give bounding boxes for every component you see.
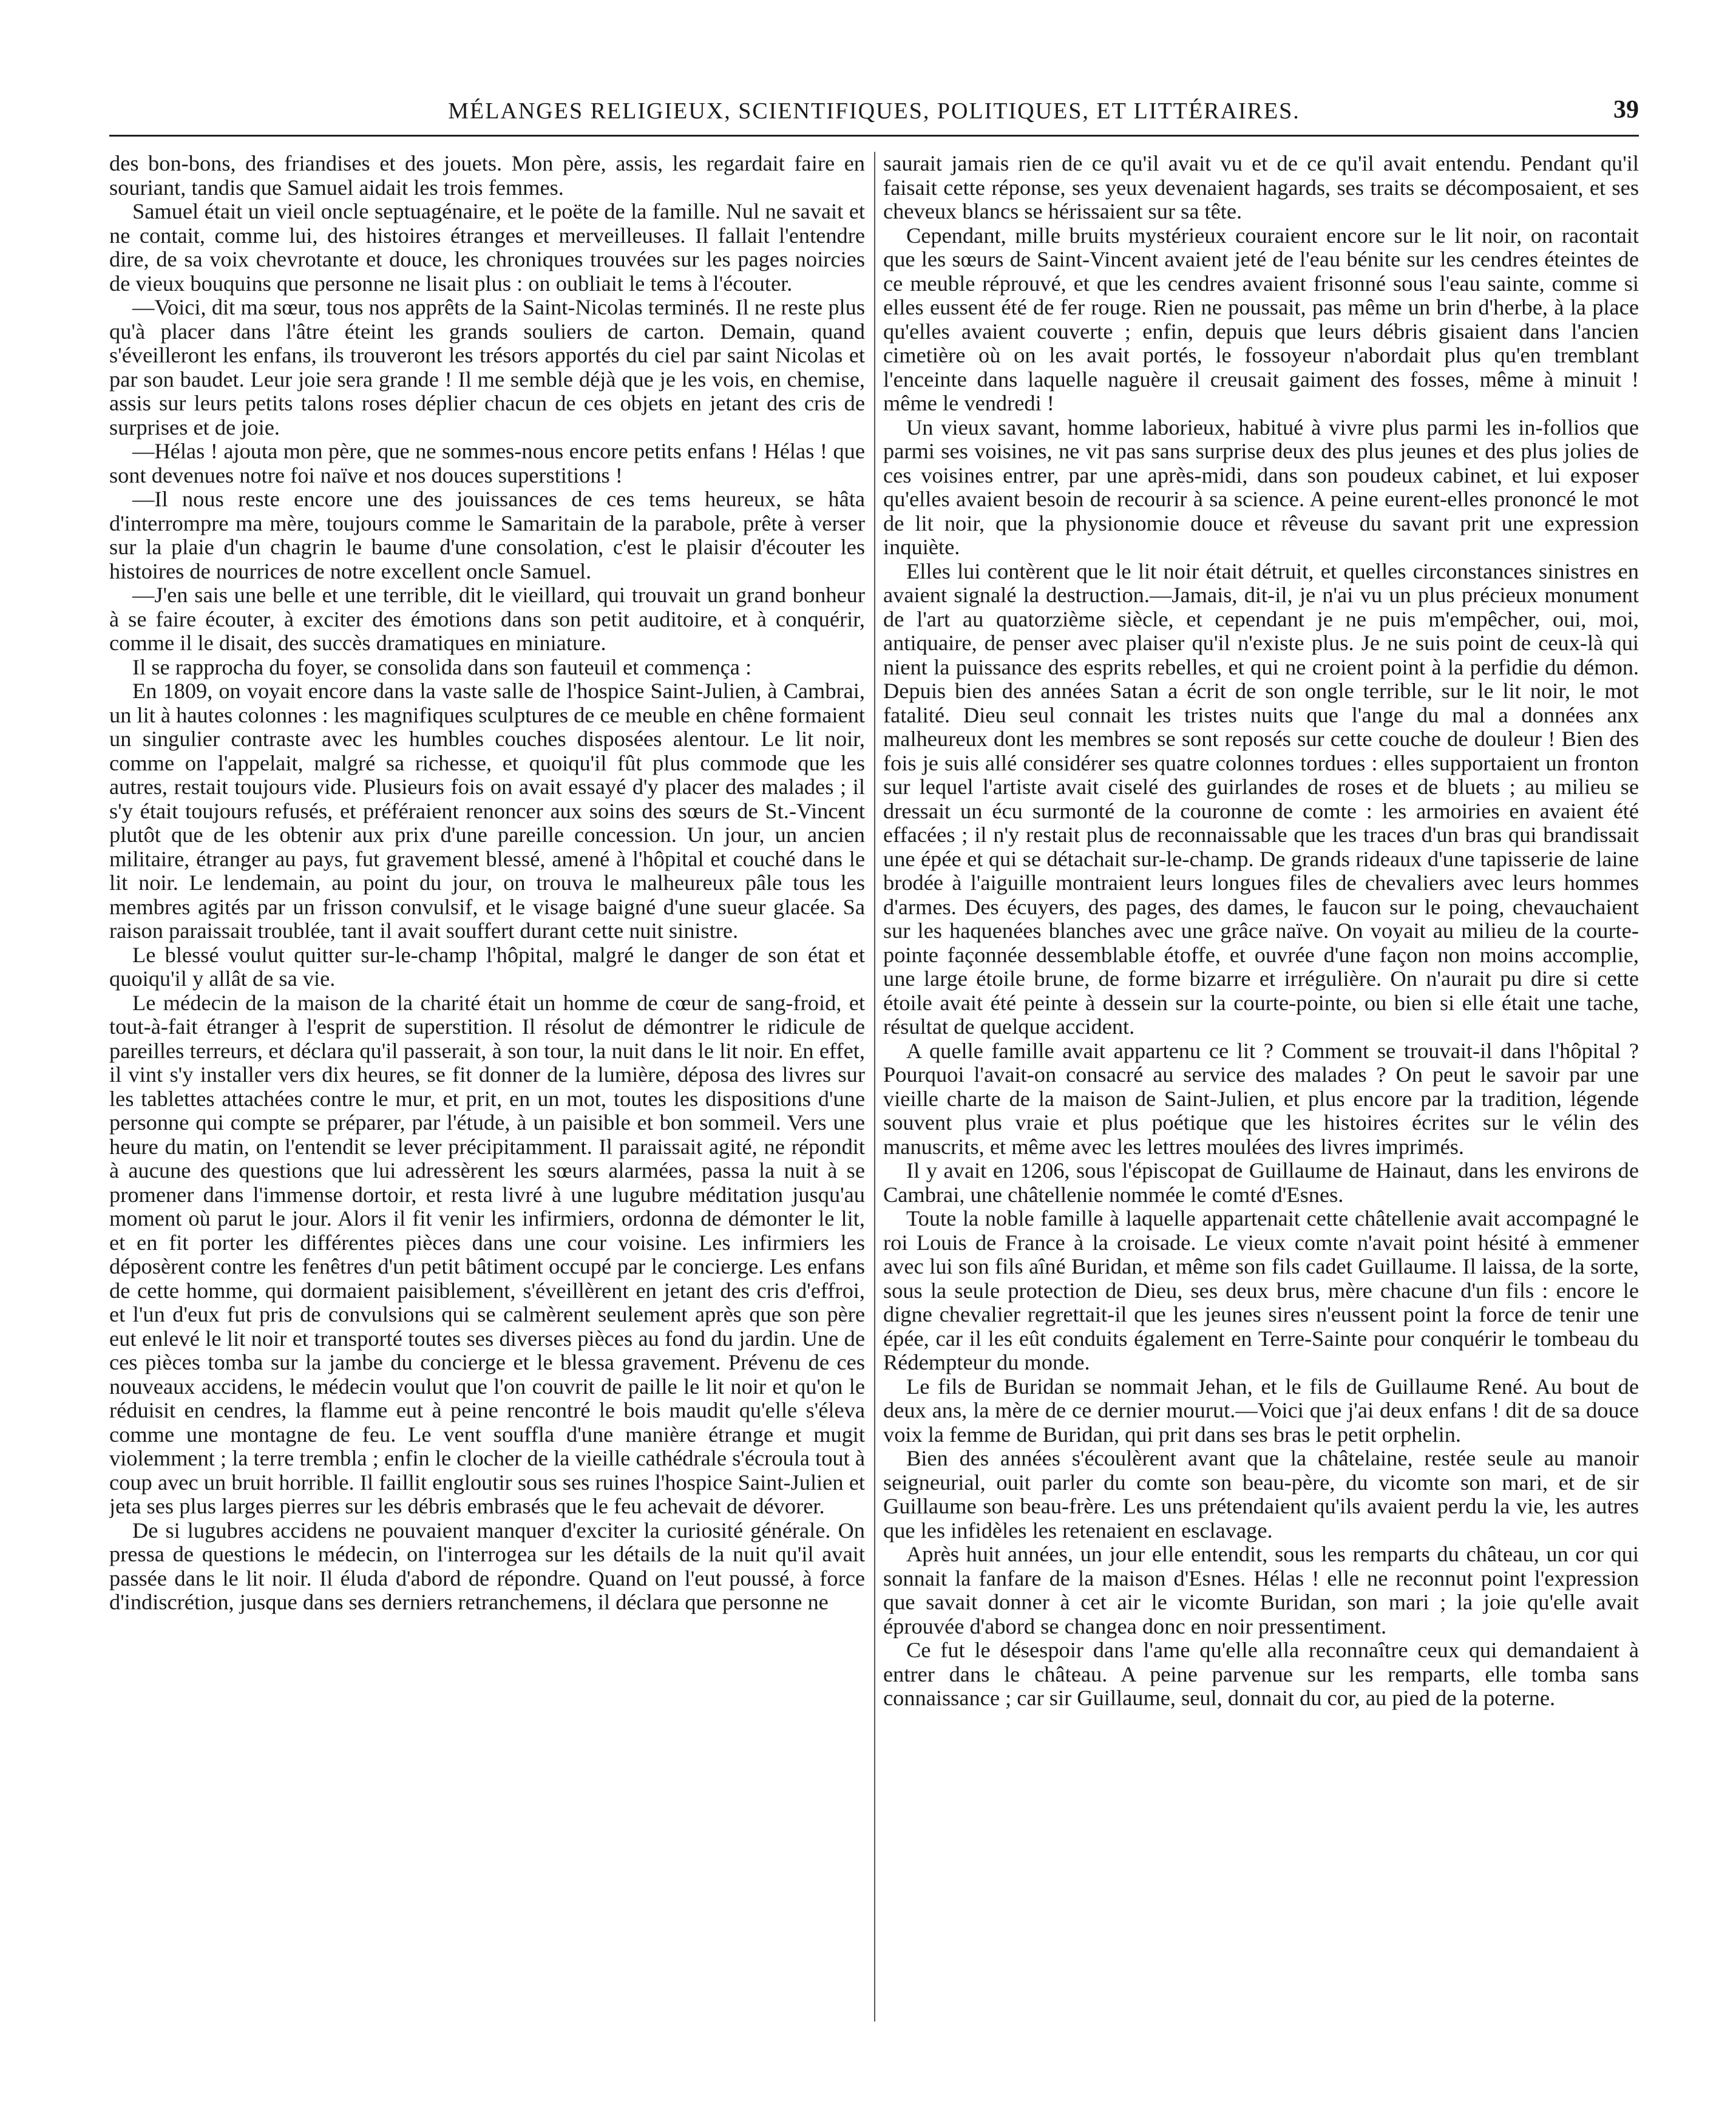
- paragraph: Le médecin de la maison de la charité était un homme de cœur de sang-froid, et tout-à-fait étranger à l'esprit de superstition. Il résolut de démontrer le ridicule de pareilles terreurs, et déclara qu'il passerait, à son tour, la nuit dans le lit noir. En effet, il vint s'y installer vers dix heures, se fit donner de la lumière, déposa des livres sur les tablettes attachées contre le mur, et prit, en un mot, toutes les dispositions d'une personne qui compte se préparer, par l'étude, à un paisible et bon sommeil. Vers une heure du matin, on l'entendit se lever précipitamment. Il paraissait agité, ne répondit à aucune des questions que lui adressèrent les sœurs alarmées, passa la nuit à se promener dans l'immense dortoir, et resta livré à une lugubre méditation jusqu'au moment où parut le jour. Alors il fit venir les infirmiers, ordonna de démonter le lit, et en fit porter les différentes pièces dans une cour voisine. Les infirmiers les déposèrent contre les fenêtres d'un petit bâtiment occupé par le concierge. Les enfans de cette homme, qui dormaient paisiblement, s'éveillèrent en jetant des cris d'effroi, et l'un d'eux fut pris de convulsions qui se calmèrent seulement après que son père eut enlevé le lit noir et transporté toutes ses diverses pièces au fond du jardin. Une de ces pièces tomba sur la jambe du concierge et le blessa gravement. Prévenu de ces nouveaux accidens, le médecin voulut que l'on couvrit de paille le lit noir et qu'on le réduisit en cendres, la flamme eut à peine rencontré le bois maudit qu'elle s'éleva comme une montagne de feu. Le vent souffla d'une manière étrange et mugit violemment ; la terre trembla ; enfin le clocher de la vieille cathédrale s'écroula tout à coup avec un bruit horrible. Il faillit engloutir sous ses ruines l'hospice Saint-Julien et jeta ses plus larges pierres sur les débris embrasés que le feu achevait de dévorer.: [109, 990, 865, 1518]
- page-number: 39: [1613, 96, 1639, 124]
- left-column: [109, 152, 865, 2088]
- paragraph: saurait jamais rien de ce qu'il avait vu et de ce qu'il avait entendu. Pendant qu'il faisait cette réponse, ses yeux devenaient hagards, ses traits se décomposaient, et ses cheveux blancs se hérissaient sur sa tête.: [883, 152, 1639, 223]
- paragraph: A quelle famille avait appartenu ce lit ? Comment se trouvait-il dans l'hôpital ? Pourquoi l'avait-on consacré au service des malades ? On peut le savoir par une vieille charte de la maison de Saint-Julien, et plus encore par la tradition, légende souvent plus vraie et plus poétique que les histoires écrites sur le vélin des manuscrits, et même avec les lettres moulées des livres imprimés.: [883, 1038, 1639, 1159]
- paragraph: Après huit années, un jour elle entendit, sous les remparts du château, un cor qui sonnait la fanfare de la maison d'Esnes. Hélas ! elle ne reconnut point l'expression que savait donner à cet air le vicomte Buridan, son mari ; la joie qu'elle avait éprouvée d'abord se changea donc en noir pressentiment.: [883, 1542, 1639, 1638]
- paragraph: Cependant, mille bruits mystérieux couraient encore sur le lit noir, on racontait que les sœurs de Saint-Vincent avaient jeté de l'eau bénite sur les cendres éteintes de ce meuble réprouvé, et que les cendres avaient frisonné sous l'eau sainte, comme si elles eussent été de fer rouge. Rien ne poussait, pas même un brin d'herbe, à la place qu'elles avaient couverte ; enfin, depuis que leurs débris gisaient dans l'ancien cimetière où on les avait portés, le fossoyeur n'abordait plus qu'en tremblant l'enceinte dans laquelle naguère il creusait gaiment des fosses, même à minuit ! même le vendredi !: [883, 223, 1639, 415]
- paragraph: De si lugubres accidens ne pouvaient manquer d'exciter la curiosité générale. On pressa de questions le médecin, on l'interrogea sur les détails de la nuit qu'il avait passée dans le lit noir. Il éluda d'abord de répondre. Quand on l'eut poussé, à force d'indiscrétion, jusque dans ses derniers retranchemens, il déclara que personne ne: [109, 1518, 865, 1614]
- paragraph: Bien des années s'écoulèrent avant que la châtelaine, restée seule au manoir seigneurial, ouit parler du comte son beau-père, du vicomte son mari, et de sir Guillaume son beau-frère. Les uns prétendaient qu'ils avaient perdu la vie, les autres que les infidèles les retenaient en esclavage.: [883, 1446, 1639, 1543]
- paragraph: Le fils de Buridan se nommait Jehan, et le fils de Guillaume René. Au bout de deux ans, la mère de ce dernier mourut.—Voici que j'ai deux enfans ! dit de sa douce voix la femme de Buridan, qui prit dans ses bras le petit orphelin.: [883, 1374, 1639, 1447]
- paragraph: —J'en sais une belle et une terrible, dit le vieillard, qui trouvait un grand bonheur à se faire écouter, à exciter des émotions dans son petit auditoire, et à conquérir, comme il le disait, des succès dramatiques en miniature.: [109, 583, 865, 655]
- paragraph: Il se rapprocha du foyer, se consolida dans son fauteuil et commença :: [132, 654, 752, 679]
- paragraph: Un vieux savant, homme laborieux, habitué à vivre plus parmi les in-follios que parmi ses voisines, ne vit pas sans surprise deux des plus jeunes et des plus jolies de ces voisines entrer, par une après-midi, dans son poudeux cabinet, et lui exposer qu'elles avaient besoin de recourir à sa science. A peine eurent-elles prononcé le mot de lit noir, que la physionomie douce et rêveuse du savant prit une expression inquiète.: [883, 415, 1639, 559]
- running-header: [109, 91, 1639, 137]
- paragraph: Il y avait en 1206, sous l'épiscopat de Guillaume de Hainaut, dans les environs de Cambrai, une châtellenie nommée le comté d'Esnes.: [883, 1158, 1639, 1207]
- paragraph: Samuel était un vieil oncle septuagénaire, et le poëte de la famille. Nul ne savait et ne contait, comme lui, des histoires étranges et merveilleuses. Il fallait l'entendre dire, de sa voix chevrotante et douce, les chroniques trouvées sur les pages noircies de vieux bouquins que personne ne lisait plus : on oubliait le tems à l'écouter.: [109, 199, 865, 296]
- paragraph: Toute la noble famille à laquelle appartenait cette châtellenie avait accompagné le roi Louis de France à la croisade. Le vieux comte n'avait point hésité à emmener avec lui son fils aîné Buridan, et même son fils cadet Guillaume. Il laissa, de la sorte, sous la seule protection de Dieu, ses deux brus, mère chacune d'un fils : encore le digne chevalier regrettait-il que les jeunes sires n'eussent point la force de tenir une épée, car il les eût conduits également en Terre-Sainte pour conquérir le tombeau du Rédempteur du monde.: [883, 1206, 1639, 1374]
- running-title: MÉLANGES RELIGIEUX, SCIENTIFIQUES, POLITIQUES, ET LITTÉRAIRES.: [448, 98, 1300, 124]
- paragraph: Elles lui contèrent que le lit noir était détruit, et quelles circonstances sinistres en avaient signalé la destruction.—Jamais, dit-il, je n'ai vu un plus précieux monument de l'art au quatorzième siècle, et cependant je ne puis m'empêcher, oui, moi, antiquaire, de penser avec plaiser qu'il n'existe plus. Je ne suis point de ceux-là qui nient la puissance des esprits rebelles, et qui ne croient point à la perfidie du démon. Depuis bien des années Satan a écrit de son ongle terrible, sur le lit noir, le mot fatalité. Dieu seul connait les tristes nuits que l'ange du mal a données anx malheureux dont les membres se sont reposés sur cette couche de douleur ! Bien des fois je suis allé considérer ses quatre colonnes tordues : elles supportaient un fronton sur lequel l'artiste avait ciselé des guirlandes de roses et de bluets ; au milieu se dressait un écu surmonté de la couronne de comte : les armoiries en avaient été effacées ; il n'y restait plus de reconnaissable que les traces d'un bras qui brandissait une épée et qui se détachait sur-le-champ. De grands rideaux d'une tapisserie de laine brodée à l'aiguille montraient leurs longues files de chevaliers avec leurs hommes d'armes. Des écuyers, des pages, des dames, le faucon sur le poing, chevauchaient sur les haquenées blanches avec une grâce naïve. On voyait au milieu de la courte-pointe façonnée dessemblable étoffe, et ouvrée d'une façon non moins accomplie, une large étoile brune, de forme bizarre et irrégulière. On n'aurait pu dire si cette étoile avait été peinte à dessein sur la courte-pointe, ou bien si elle était une tache, résultat de quelque accident.: [883, 558, 1639, 1039]
- paragraph: En 1809, on voyait encore dans la vaste salle de l'hospice Saint-Julien, à Cambrai, un lit à hautes colonnes : les magnifiques sculptures de ce meuble en chêne formaient un singulier contraste avec les humbles couches disposées alentour. Le lit noir, comme on l'appelait, malgré sa richesse, et quoiqu'il fût plus commode que les autres, restait toujours vide. Plusieurs fois on avait essayé d'y placer des malades ; il s'y était toujours refusés, et préféraient renoncer aux soins des sœurs de St.-Vincent plutôt que de les obtenir aux prix d'une pareille concession. Un jour, un ancien militaire, étranger au pays, fut gravement blessé, amené à l'hôpital et couché dans le lit noir. Le lendemain, au point du jour, on trouva le malheureux pâle tous les membres agités par un frisson convulsif, et le visage baigné d'une sueur glacée. Sa raison paraissait troublée, tant il avait souffert durant cette nuit sinistre.: [109, 679, 865, 943]
- column-rule: [874, 152, 875, 2022]
- paragraph: Ce fut le désespoir dans l'ame qu'elle alla reconnaître ceux qui demandaient à entrer dans le château. A peine parvenue sur les remparts, elle tomba sans connaissance ; car sir Guillaume, seul, donnait du cor, au pied de la poterne.: [883, 1638, 1639, 1710]
- right-column: [883, 152, 1639, 2088]
- paragraph: —Il nous reste encore une des jouissances de ces tems heureux, se hâta d'interrompre ma mère, toujours comme le Samaritain de la parabole, prête à verser sur la plaie d'un chagrin le baume d'une consolation, c'est le plaisir d'écouter les histoires de nourrices de notre excellent oncle Samuel.: [109, 487, 865, 583]
- paragraph: —Hélas ! ajouta mon père, que ne sommes-nous encore petits enfans ! Hélas ! que sont devenues notre foi naïve et nos douces superstitions !: [109, 439, 865, 487]
- paragraph: des bon-bons, des friandises et des jouets. Mon père, assis, les regardait faire en souriant, tandis que Samuel aidait les trois femmes.: [109, 152, 865, 200]
- paragraph: Le blessé voulut quitter sur-le-champ l'hôpital, malgré le danger de son état et quoiqu'il y allât de sa vie.: [109, 942, 865, 991]
- paragraph: —Voici, dit ma sœur, tous nos apprêts de la Saint-Nicolas terminés. Il ne reste plus qu'à placer dans l'âtre éteint les grands souliers de carton. Demain, quand s'éveilleront les enfans, ils trouveront les trésors apportés du ciel par saint Nicolas et par son baudet. Leur joie sera grande ! Il me semble déjà que je les vois, en chemise, assis sur leurs petits talons roses déplier chacun de ces objets en jetant des cris de surprises et de joie.: [109, 295, 865, 440]
